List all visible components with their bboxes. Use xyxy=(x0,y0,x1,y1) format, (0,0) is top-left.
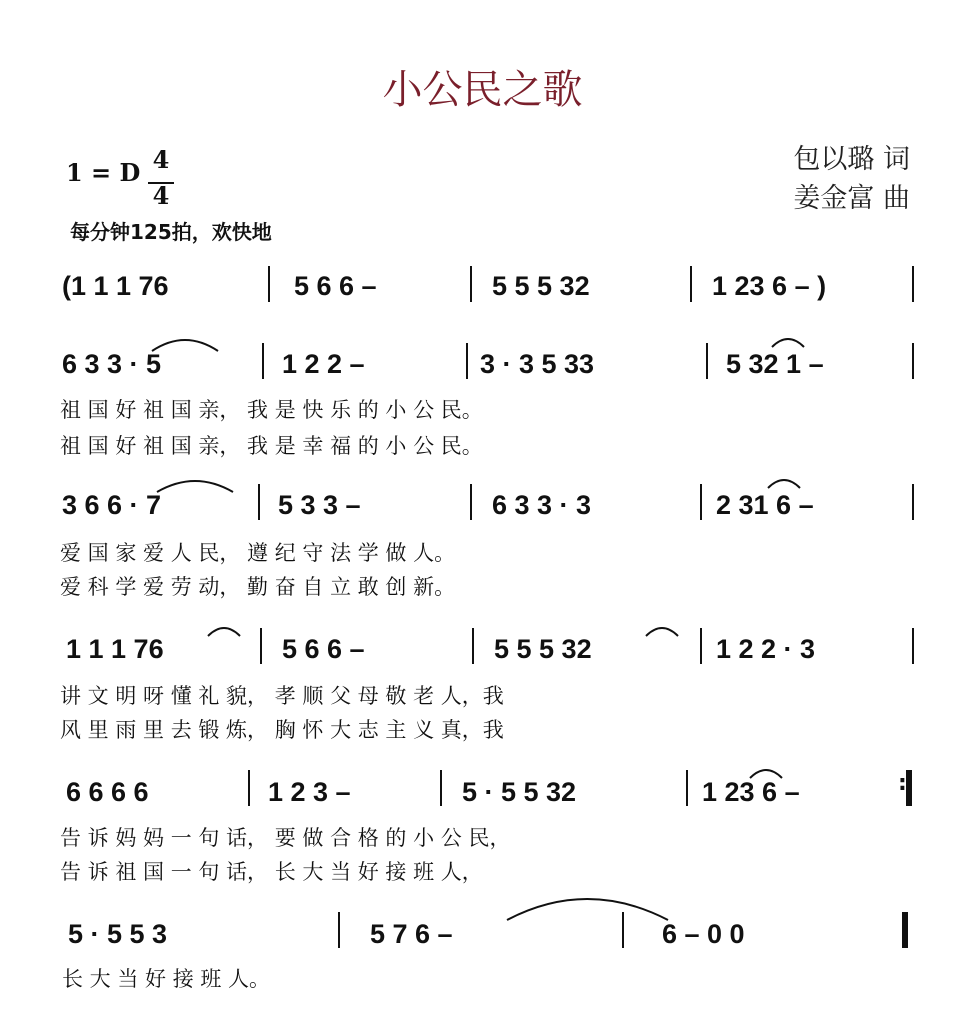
bar-line xyxy=(912,484,914,520)
tie xyxy=(505,892,670,922)
bar-line xyxy=(622,912,624,948)
lyric-line-verse-1: 告 诉 妈 妈 一 句 话， 要 做 合 格 的 小 公 民， xyxy=(60,826,511,850)
measure: 5 5 5 32 xyxy=(494,634,592,664)
measure: 2 31 6 – xyxy=(716,490,814,520)
measure: 5 3 3 – xyxy=(278,490,361,520)
time-signature-bottom: 4 xyxy=(152,181,170,210)
lyric-line-coda: 长 大 当 好 接 班 人。 xyxy=(62,967,271,991)
bar-line xyxy=(260,628,262,664)
measure: 6 – 0 0 xyxy=(662,919,745,949)
lyric-line-verse-1: 祖 国 好 祖 国 亲， 我 是 快 乐 的 小 公 民。 xyxy=(60,398,483,422)
lyricist-credit: 包以璐 词 xyxy=(793,144,910,175)
bar-line xyxy=(706,343,708,379)
bar-line xyxy=(686,770,688,806)
lyric-line-verse-2: 告 诉 祖 国 一 句 话， 长 大 当 好 接 班 人， xyxy=(60,860,483,884)
composer-credit: 姜金富 曲 xyxy=(793,183,910,214)
measure: 1 23 6 – ) xyxy=(712,271,827,301)
bar-line xyxy=(338,912,340,948)
bar-line xyxy=(690,266,692,302)
repeat-dots: : xyxy=(898,771,907,796)
tie xyxy=(766,474,802,490)
measure: 5 7 6 – xyxy=(370,919,453,949)
measure: 5 6 6 – xyxy=(294,271,377,301)
measure: 1 2 3 – xyxy=(268,777,351,807)
bar-line xyxy=(472,628,474,664)
measure: 5 · 5 5 3 xyxy=(68,919,168,949)
bar-line xyxy=(700,484,702,520)
measure: 6 3 3 · 5 xyxy=(62,349,162,379)
bar-line xyxy=(248,770,250,806)
measure: 1 2 2 · 3 xyxy=(716,634,816,664)
time-signature-top: 4 xyxy=(152,145,170,174)
tempo-marking: 每分钟125拍，欢快地 xyxy=(70,220,272,244)
bar-line xyxy=(470,484,472,520)
measure: 3 6 6 · 7 xyxy=(62,490,162,520)
measure: 1 2 2 – xyxy=(282,349,365,379)
lyric-line-verse-2: 风 里 雨 里 去 锻 炼， 胸 怀 大 志 主 义 真，我 xyxy=(60,718,504,742)
lyric-line-verse-2: 爱 科 学 爱 劳 动， 勤 奋 自 立 敢 创 新。 xyxy=(60,575,456,599)
bar-line xyxy=(440,770,442,806)
bar-line xyxy=(912,266,914,302)
measure: (1 1 1 76 xyxy=(62,271,169,301)
bar-line xyxy=(700,628,702,664)
measure: 6 6 6 6 xyxy=(66,777,149,807)
measure: 5 6 6 – xyxy=(282,634,365,664)
bar-line xyxy=(268,266,270,302)
measure: 5 5 5 32 xyxy=(492,271,590,301)
song-title: 小公民之歌 xyxy=(382,67,583,113)
bar-line xyxy=(262,343,264,379)
tie xyxy=(770,333,806,349)
slur xyxy=(155,474,235,494)
measure: 3 · 3 5 33 xyxy=(480,349,595,379)
bar-line xyxy=(258,484,260,520)
tie xyxy=(206,622,242,638)
bar-line xyxy=(912,343,914,379)
bar-line xyxy=(470,266,472,302)
bar-line xyxy=(912,628,914,664)
bar-line xyxy=(466,343,468,379)
measure: 5 32 1 – xyxy=(726,349,824,379)
lyric-line-verse-1: 讲 文 明 呀 懂 礼 貌， 孝 顺 父 母 敬 老 人，我 xyxy=(60,684,504,708)
measure: 1 1 1 76 xyxy=(66,634,164,664)
key-signature: 1 = D xyxy=(66,158,141,187)
final-bar xyxy=(902,912,908,948)
lyric-line-verse-1: 爱 国 家 爱 人 民， 遵 纪 守 法 学 做 人。 xyxy=(60,541,456,565)
measure: 1 23 6 – xyxy=(702,777,800,807)
measure: 5 · 5 5 32 xyxy=(462,777,577,807)
lyric-line-verse-2: 祖 国 好 祖 国 亲， 我 是 幸 福 的 小 公 民。 xyxy=(60,434,483,458)
measure: 6 3 3 · 3 xyxy=(492,490,592,520)
repeat-end-bar xyxy=(906,770,912,806)
tie xyxy=(644,622,680,638)
